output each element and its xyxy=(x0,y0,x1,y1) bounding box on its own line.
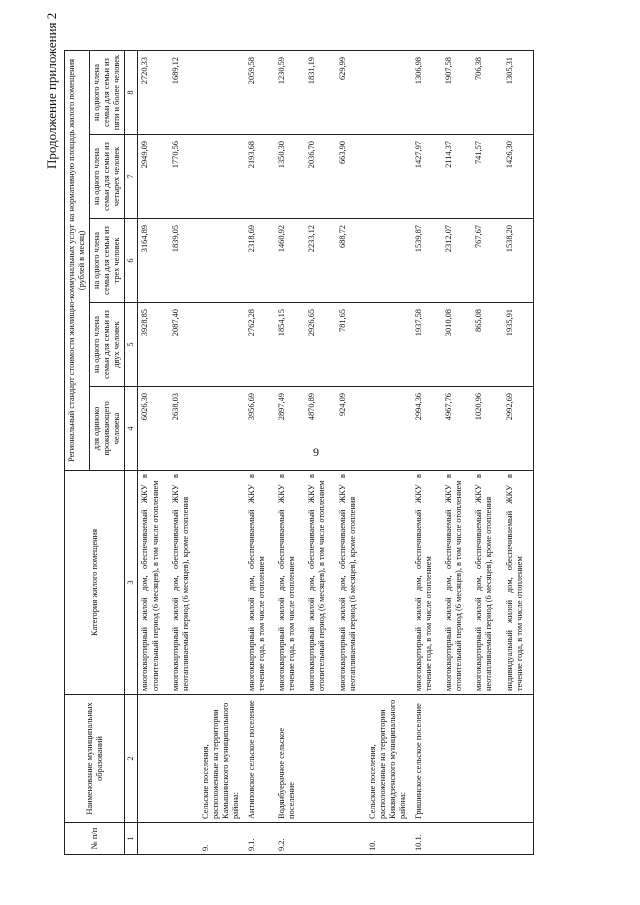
housing-category xyxy=(366,471,412,695)
standard-value xyxy=(199,219,245,303)
column-number: 3 xyxy=(125,471,138,695)
housing-category: многоквартирный жилой дом, обеспечиваемый ЖКУ в течение года, в том числе отоплением xyxy=(275,471,305,695)
table-body xyxy=(138,51,533,855)
standard-value: 1460,92 xyxy=(275,219,305,303)
standard-value xyxy=(199,387,245,471)
standard-value xyxy=(366,387,412,471)
table-row xyxy=(442,51,472,855)
header-municipality: Наименование муниципальных образований xyxy=(65,695,125,823)
standard-value: 2638,03 xyxy=(169,387,199,471)
housing-category: многоквартирный жилой дом, обеспечиваемый ЖКУ в неотапливаемый период (6 месяцев), кроме отопления xyxy=(169,471,199,695)
standard-value: 4967,76 xyxy=(442,387,472,471)
standard-value: 1427,97 xyxy=(412,135,442,219)
municipality-name xyxy=(305,695,335,823)
standard-value: 1020,96 xyxy=(472,387,502,471)
row-number xyxy=(169,823,199,855)
standard-value: 741,57 xyxy=(472,135,502,219)
housing-category: многоквартирный жилой дом, обеспечиваемый ЖКУ в течение года, в том числе отоплением xyxy=(245,471,275,695)
housing-category: многоквартирный жилой дом, обеспечиваемый ЖКУ в неотапливаемый период (6 месяцев), кроме отопления xyxy=(336,471,366,695)
row-number xyxy=(442,823,472,855)
table-row xyxy=(336,51,366,855)
table-row xyxy=(138,51,169,855)
column-number: 5 xyxy=(125,303,138,387)
column-number: 8 xyxy=(125,51,138,135)
standard-value: 767,67 xyxy=(472,219,502,303)
header-family-5: на одного члена семьи для семьи из пяти и более человек xyxy=(90,51,125,135)
standard-value: 2312,07 xyxy=(442,219,472,303)
row-number xyxy=(472,823,502,855)
standard-value: 1689,12 xyxy=(169,51,199,135)
table-row xyxy=(199,51,245,855)
standard-value: 2762,28 xyxy=(245,303,275,387)
standard-value: 1935,91 xyxy=(503,303,534,387)
standard-value: 688,72 xyxy=(336,219,366,303)
municipality-name xyxy=(169,695,199,823)
municipality-name xyxy=(442,695,472,823)
standard-value: 3010,08 xyxy=(442,303,472,387)
municipality-name xyxy=(336,695,366,823)
municipality-name: Гришинское сельское поселение xyxy=(412,695,442,823)
table-row xyxy=(366,51,412,855)
table-row xyxy=(275,51,305,855)
standard-value: 2318,69 xyxy=(245,219,275,303)
row-number xyxy=(138,823,169,855)
standard-value: 2233,12 xyxy=(305,219,335,303)
page-number: 9 xyxy=(313,445,319,459)
standard-value: 1306,98 xyxy=(412,51,442,135)
header-family-3: на одного члена семьи для семьи из трех человек xyxy=(90,219,125,303)
housing-category: многоквартирный жилой дом, обеспечиваемый ЖКУ в течение года, в том числе отоплением xyxy=(412,471,442,695)
standard-value: 2949,09 xyxy=(138,135,169,219)
standard-value: 865,08 xyxy=(472,303,502,387)
table-row xyxy=(245,51,275,855)
housing-category xyxy=(199,471,245,695)
row-number xyxy=(503,823,534,855)
standard-value: 2059,58 xyxy=(245,51,275,135)
standard-value: 1854,15 xyxy=(275,303,305,387)
standard-value: 1230,59 xyxy=(275,51,305,135)
row-number xyxy=(336,823,366,855)
standard-value: 663,90 xyxy=(336,135,366,219)
housing-category: индивидуальный жилой дом, обеспечиваемый ЖКУ в течение года, в том числе отоплением xyxy=(503,471,534,695)
standard-value: 6026,30 xyxy=(138,387,169,471)
standard-value: 2036,70 xyxy=(305,135,335,219)
standard-value xyxy=(366,51,412,135)
standard-value: 3956,69 xyxy=(245,387,275,471)
column-number: 7 xyxy=(125,135,138,219)
standard-value: 1426,30 xyxy=(503,135,534,219)
column-number-row xyxy=(125,51,138,855)
standard-value: 2994,36 xyxy=(412,387,442,471)
standard-value: 1305,31 xyxy=(503,51,534,135)
table-row xyxy=(503,51,534,855)
standard-value: 1831,19 xyxy=(305,51,335,135)
municipality-name xyxy=(503,695,534,823)
standard-value xyxy=(199,51,245,135)
column-number: 6 xyxy=(125,219,138,303)
standard-value: 781,65 xyxy=(336,303,366,387)
header-standard: Региональный стандарт стоимости жилищно-коммунальных услуг на нормативную площадь жилого помещения (рублей в месяц) xyxy=(65,51,90,471)
standard-value xyxy=(366,219,412,303)
standard-value: 3928,85 xyxy=(138,303,169,387)
standard-value: 2992,69 xyxy=(503,387,534,471)
standard-value: 2114,37 xyxy=(442,135,472,219)
standard-value: 1937,58 xyxy=(412,303,442,387)
standard-value: 1770,56 xyxy=(169,135,199,219)
municipality-name: Сельские поселения, расположенные на территории Камышинского муниципального района: xyxy=(199,695,245,823)
standard-value: 629,99 xyxy=(336,51,366,135)
municipality-name: Водянбуерачное сельское поселение xyxy=(275,695,305,823)
municipality-name xyxy=(138,695,169,823)
table-row xyxy=(472,51,502,855)
housing-category: многоквартирный жилой дом, обеспечиваемый ЖКУ в отопительный период (6 месяцев), в том числе отоплением xyxy=(138,471,169,695)
header-row-1 xyxy=(65,51,90,855)
standard-value: 1907,58 xyxy=(442,51,472,135)
standard-value: 4870,89 xyxy=(305,387,335,471)
row-number: 10.1. xyxy=(412,823,442,855)
header-family-4: на одного члена семьи для семьи из четырех человек xyxy=(90,135,125,219)
standard-value xyxy=(366,303,412,387)
tariff-table xyxy=(64,50,534,855)
column-number: 2 xyxy=(125,695,138,823)
header-single: для одиноко проживающего человека xyxy=(90,387,125,471)
table-row xyxy=(169,51,199,855)
standard-value: 2897,49 xyxy=(275,387,305,471)
housing-category: многоквартирный жилой дом, обеспечиваемый ЖКУ в отопительный период (6 месяцев), в том числе отоплением xyxy=(442,471,472,695)
housing-category: многоквартирный жилой дом, обеспечиваемый ЖКУ в отопительный период (6 месяцев), в том числе отоплением xyxy=(305,471,335,695)
table-row xyxy=(412,51,442,855)
row-number: 9. xyxy=(199,823,245,855)
standard-value: 1839,05 xyxy=(169,219,199,303)
header-family-2: на одного члена семьи для семьи из двух человек xyxy=(90,303,125,387)
header-category: Категория жилого помещения xyxy=(65,471,125,695)
standard-value xyxy=(199,135,245,219)
table-row xyxy=(305,51,335,855)
municipality-name xyxy=(472,695,502,823)
standard-value: 2720,33 xyxy=(138,51,169,135)
standard-value: 1539,87 xyxy=(412,219,442,303)
row-number xyxy=(305,823,335,855)
standard-value: 924,09 xyxy=(336,387,366,471)
header-no: № п/п xyxy=(65,823,125,855)
municipality-name: Антиповское сельское поселение xyxy=(245,695,275,823)
row-number: 10. xyxy=(366,823,412,855)
municipality-name: Сельские поселения, расположенные на территории Киквидзенского муниципального района: xyxy=(366,695,412,823)
standard-value xyxy=(199,303,245,387)
standard-value: 2193,68 xyxy=(245,135,275,219)
column-number: 1 xyxy=(125,823,138,855)
row-number: 9.2. xyxy=(275,823,305,855)
standard-value: 706,38 xyxy=(472,51,502,135)
standard-value: 1350,30 xyxy=(275,135,305,219)
column-number: 4 xyxy=(125,387,138,471)
standard-value: 1538,20 xyxy=(503,219,534,303)
standard-value xyxy=(366,135,412,219)
standard-value: 3164,89 xyxy=(138,219,169,303)
row-number: 9.1. xyxy=(245,823,275,855)
standard-value: 2926,65 xyxy=(305,303,335,387)
housing-category: многоквартирный жилой дом, обеспечиваемый ЖКУ в неотапливаемый период (6 месяцев), кроме отопления xyxy=(472,471,502,695)
standard-value: 2087,40 xyxy=(169,303,199,387)
appendix-caption: Продолжение приложения 2 xyxy=(44,12,59,169)
